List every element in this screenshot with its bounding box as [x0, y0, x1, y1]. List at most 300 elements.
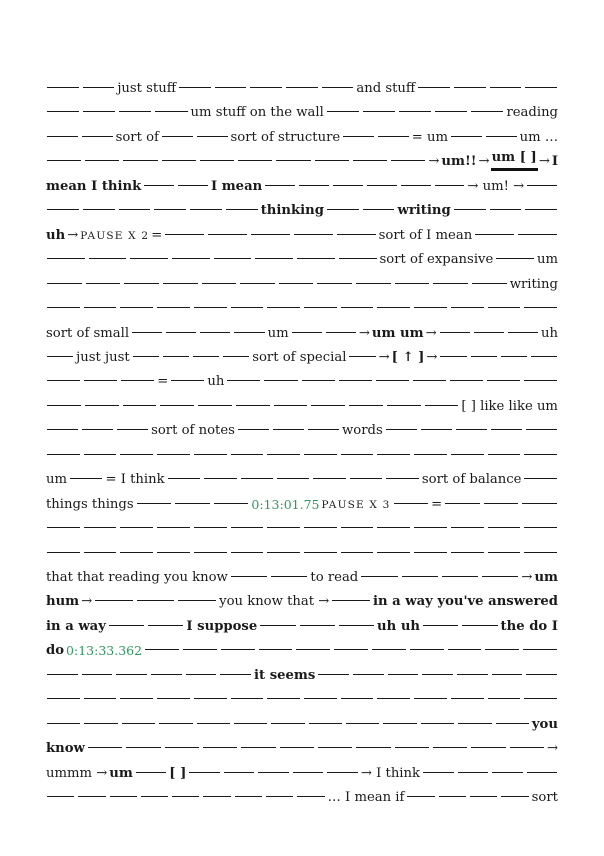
blank-run — [181, 642, 219, 660]
spoken-text: [ ] like like um — [461, 398, 558, 414]
blank-run — [341, 129, 376, 147]
blank-run — [81, 202, 117, 220]
spoken-text: [ ] — [169, 765, 187, 781]
blank-run — [525, 178, 559, 196]
blank-run — [302, 545, 339, 563]
blank-run — [196, 398, 234, 416]
blank-run — [236, 422, 271, 440]
transcript-line — [45, 396, 559, 416]
blank-run — [222, 765, 257, 783]
blank-run — [118, 300, 155, 318]
blank-run — [433, 178, 467, 196]
blank-run — [122, 276, 161, 294]
blank-run — [45, 422, 80, 440]
blank-run — [486, 447, 523, 465]
transcript-line — [45, 249, 559, 269]
blank-run — [176, 593, 218, 611]
blank-run — [452, 80, 488, 98]
blank-run — [142, 178, 176, 196]
spoken-text: = — [151, 227, 163, 243]
blank-run — [82, 447, 119, 465]
blank-run — [233, 789, 264, 807]
transcript-line — [45, 494, 559, 514]
blank-run — [195, 129, 230, 147]
transcript-line — [45, 567, 559, 587]
blank-run — [480, 569, 520, 587]
spoken-text: [ ↑ ] — [391, 349, 425, 365]
blank-run — [313, 153, 351, 171]
blank-run — [416, 80, 452, 98]
blank-run — [339, 300, 376, 318]
blank-run — [200, 276, 239, 294]
blank-run — [45, 520, 82, 538]
blank-run — [176, 178, 210, 196]
spoken-text: just just — [76, 349, 130, 365]
blank-run — [229, 545, 266, 563]
blank-run — [438, 325, 472, 343]
blank-run — [506, 325, 540, 343]
blank-run — [456, 716, 493, 734]
blank-run — [135, 593, 177, 611]
spoken-text: I mean — [210, 178, 263, 194]
blank-run — [523, 202, 559, 220]
spoken-text: writing — [397, 203, 451, 219]
blank-run — [370, 642, 408, 660]
blank-run — [302, 300, 339, 318]
blank-run — [278, 740, 316, 758]
blank-run — [490, 667, 525, 685]
blank-run — [119, 373, 156, 391]
blank-run — [238, 276, 277, 294]
blank-run — [525, 765, 560, 783]
blank-run — [335, 227, 378, 245]
blank-run — [361, 202, 397, 220]
transcript-line — [45, 347, 559, 367]
blank-run — [155, 691, 192, 709]
spoken-text: you know that → — [219, 594, 330, 610]
spoken-text: sort — [531, 790, 558, 806]
blank-run — [184, 667, 219, 685]
blank-run — [325, 765, 360, 783]
blank-run — [522, 545, 559, 563]
spoken-text: in a way you've answered — [372, 594, 559, 610]
blank-run — [324, 325, 358, 343]
blank-run — [411, 373, 448, 391]
blank-run — [269, 716, 306, 734]
blank-run — [163, 740, 201, 758]
blank-run — [309, 398, 347, 416]
blank-run — [232, 325, 266, 343]
blank-run — [45, 789, 76, 807]
blank-run — [170, 251, 212, 269]
blank-run — [529, 349, 559, 367]
spoken-text: um — [536, 252, 558, 268]
spoken-text: just stuff — [117, 81, 177, 96]
blank-run — [118, 520, 155, 538]
blank-run — [118, 447, 155, 465]
blank-run — [232, 716, 269, 734]
blank-run — [486, 520, 523, 538]
transcript-line — [45, 200, 559, 220]
blank-run — [45, 202, 81, 220]
spoken-text: → — [426, 349, 438, 365]
blank-run — [248, 80, 284, 98]
blank-run — [80, 422, 115, 440]
spoken-text: → I think — [360, 765, 421, 781]
blank-run — [81, 80, 117, 98]
blank-run — [192, 447, 229, 465]
spoken-text: uh — [541, 325, 559, 341]
blank-run — [375, 691, 412, 709]
blank-run — [118, 691, 155, 709]
blank-run — [302, 691, 339, 709]
transcript-line — [45, 420, 559, 440]
spoken-text: things things — [46, 496, 134, 512]
blank-run — [423, 398, 461, 416]
blank-run — [219, 642, 257, 660]
spoken-text: sort of expansive — [379, 252, 494, 268]
blank-run — [307, 716, 344, 734]
blank-run — [412, 520, 449, 538]
spoken-text: ummm → — [46, 765, 108, 781]
blank-run — [521, 642, 559, 660]
transcript-line — [45, 763, 559, 783]
blank-run — [45, 716, 82, 734]
spoken-text: um — [46, 472, 67, 488]
spoken-text: do — [46, 643, 65, 659]
blank-run — [489, 422, 524, 440]
blank-run — [166, 471, 202, 489]
blank-run — [339, 545, 376, 563]
blank-run — [68, 471, 104, 489]
blank-run — [400, 569, 440, 587]
blank-run — [516, 227, 559, 245]
blank-run — [134, 765, 169, 783]
blank-run — [524, 422, 559, 440]
blank-run — [284, 80, 320, 98]
blank-run — [330, 593, 372, 611]
blank-run — [229, 300, 266, 318]
blank-run — [455, 667, 490, 685]
blank-run — [472, 325, 506, 343]
blank-run — [45, 349, 75, 367]
blank-run — [163, 227, 206, 245]
blank-run — [419, 716, 456, 734]
transcript-line — [45, 689, 559, 709]
blank-run — [87, 251, 129, 269]
blank-run — [316, 667, 351, 685]
spoken-text: → — [425, 325, 437, 341]
blank-run — [213, 80, 249, 98]
blank-run — [82, 373, 119, 391]
spoken-text: um um — [371, 325, 424, 341]
blank-run — [161, 349, 191, 367]
blank-run — [295, 251, 337, 269]
blank-run — [290, 325, 324, 343]
transcript-line — [45, 518, 559, 538]
spoken-text: um [ ] — [491, 149, 538, 171]
blank-run — [191, 349, 221, 367]
blank-run — [494, 251, 536, 269]
blank-run — [473, 227, 516, 245]
transcript-line — [45, 616, 559, 636]
blank-run — [470, 276, 509, 294]
spoken-text: um stuff on the wall — [190, 105, 324, 121]
blank-run — [452, 202, 488, 220]
spoken-text: = um — [411, 129, 449, 145]
transcript-line — [45, 714, 559, 734]
blank-run — [114, 667, 149, 685]
blank-run — [469, 740, 507, 758]
blank-run — [86, 740, 124, 758]
blank-run — [449, 300, 486, 318]
spoken-text: um — [267, 325, 289, 341]
blank-run — [121, 398, 159, 416]
spoken-text: to read — [310, 570, 359, 585]
blank-run — [374, 373, 411, 391]
blank-run — [265, 447, 302, 465]
blank-run — [522, 691, 559, 709]
blank-run — [81, 104, 117, 122]
spoken-text: sort of balance — [421, 472, 522, 488]
blank-run — [258, 618, 297, 636]
blank-run — [45, 80, 81, 98]
spoken-text: words — [342, 423, 383, 439]
blank-run — [80, 129, 115, 147]
blank-run — [332, 642, 370, 660]
blank-run — [438, 349, 468, 367]
blank-run — [272, 398, 310, 416]
timestamp: 0:13:33.362 — [66, 643, 143, 659]
blank-run — [164, 325, 198, 343]
blank-run — [449, 545, 486, 563]
blank-run — [456, 765, 491, 783]
blank-run — [131, 349, 161, 367]
blank-run — [45, 373, 82, 391]
spoken-text: mean I think — [46, 178, 142, 194]
blank-run — [468, 789, 499, 807]
blank-run — [384, 471, 420, 489]
spoken-text: I — [551, 154, 559, 170]
spoken-text: sort of special — [252, 349, 347, 365]
blank-run — [82, 300, 119, 318]
blank-run — [523, 80, 559, 98]
blank-run — [508, 740, 546, 758]
blank-run — [408, 642, 446, 660]
blank-run — [45, 153, 83, 171]
blank-run — [486, 691, 523, 709]
blank-run — [488, 202, 524, 220]
blank-run — [76, 789, 107, 807]
blank-run — [375, 545, 412, 563]
blank-run — [386, 667, 421, 685]
blank-run — [291, 765, 326, 783]
spoken-text: = — [431, 496, 443, 512]
blank-run — [294, 642, 332, 660]
blank-run — [412, 545, 449, 563]
spoken-text: → — [547, 741, 559, 757]
blank-run — [522, 300, 559, 318]
blank-run — [365, 178, 399, 196]
transcript-line — [45, 787, 559, 807]
transcript-line — [45, 151, 559, 171]
blank-run — [381, 716, 418, 734]
blank-run — [157, 716, 194, 734]
blank-run — [449, 129, 484, 147]
transcript-line — [45, 78, 559, 98]
blank-run — [218, 667, 253, 685]
blank-run — [225, 373, 262, 391]
spoken-text: → — [81, 594, 93, 610]
spoken-text: hum — [46, 594, 80, 610]
transcript-line — [45, 274, 559, 294]
spoken-text: thinking — [260, 203, 324, 219]
blank-run — [311, 471, 347, 489]
blank-run — [265, 545, 302, 563]
blank-run — [269, 569, 309, 587]
transcript-line — [45, 323, 559, 343]
blank-run — [420, 667, 455, 685]
blank-run — [354, 276, 393, 294]
blank-run — [198, 153, 236, 171]
blank-run — [488, 80, 524, 98]
blank-run — [45, 398, 83, 416]
blank-run — [384, 422, 419, 440]
blank-run — [115, 422, 150, 440]
blank-run — [169, 373, 206, 391]
blank-run — [45, 129, 80, 147]
blank-run — [82, 520, 119, 538]
blank-run — [524, 667, 559, 685]
blank-run — [120, 716, 157, 734]
blank-run — [212, 496, 251, 514]
blank-run — [229, 691, 266, 709]
blank-run — [249, 227, 292, 245]
blank-run — [262, 373, 299, 391]
blank-run — [295, 789, 326, 807]
blank-run — [263, 178, 297, 196]
blank-run — [354, 740, 392, 758]
blank-run — [45, 691, 82, 709]
timestamp: 0:13:01.75 — [251, 496, 320, 512]
blank-run — [45, 104, 81, 122]
blank-run — [198, 325, 232, 343]
spoken-text: sort of small — [46, 325, 130, 341]
pause-marker: PAUSE X 3 — [321, 498, 391, 511]
spoken-text: → — [521, 570, 533, 585]
spoken-text: sort of notes — [151, 423, 235, 439]
pause-marker: PAUSE X 2 — [80, 229, 150, 242]
blank-run — [118, 545, 155, 563]
blank-run — [325, 202, 361, 220]
transcript-line — [45, 298, 559, 318]
spoken-text: → — [538, 154, 550, 170]
blank-run — [82, 716, 119, 734]
blank-run — [229, 569, 269, 587]
blank-run — [431, 276, 470, 294]
spoken-text: → — [378, 349, 390, 365]
blank-run — [192, 691, 229, 709]
blank-run — [80, 667, 115, 685]
blank-run — [192, 300, 229, 318]
blank-run — [347, 349, 377, 367]
blank-run — [173, 496, 212, 514]
blank-run — [375, 447, 412, 465]
blank-run — [84, 276, 123, 294]
transcript-line — [45, 738, 559, 758]
blank-run — [337, 373, 374, 391]
blank-run — [155, 520, 192, 538]
spoken-text: sort of structure — [230, 129, 341, 145]
blank-run — [437, 789, 468, 807]
blank-run — [277, 276, 316, 294]
blank-run — [392, 496, 431, 514]
spoken-text: → — [358, 325, 370, 341]
blank-run — [139, 789, 170, 807]
blank-run — [229, 520, 266, 538]
blank-run — [443, 496, 482, 514]
blank-run — [469, 104, 505, 122]
blank-run — [206, 227, 249, 245]
blank-run — [449, 447, 486, 465]
blank-run — [45, 667, 80, 685]
blank-run — [274, 153, 312, 171]
blank-run — [152, 202, 188, 220]
blank-run — [124, 740, 162, 758]
blank-run — [449, 691, 486, 709]
blank-run — [253, 251, 295, 269]
blank-run — [146, 618, 185, 636]
transcript-line — [45, 176, 559, 196]
blank-run — [405, 789, 436, 807]
blank-run — [257, 642, 295, 660]
blank-run — [234, 398, 272, 416]
blank-run — [348, 471, 384, 489]
blank-run — [93, 593, 135, 611]
spoken-text: reading — [506, 105, 559, 121]
blank-run — [187, 765, 222, 783]
spoken-text: it seems — [254, 667, 316, 683]
blank-run — [83, 153, 121, 171]
transcript-line — [45, 102, 559, 122]
spoken-text: → um! → — [467, 178, 525, 194]
blank-run — [155, 447, 192, 465]
blank-run — [128, 251, 170, 269]
blank-run — [302, 447, 339, 465]
blank-run — [149, 667, 184, 685]
blank-run — [158, 398, 196, 416]
blank-run — [302, 520, 339, 538]
transcript-line — [45, 127, 559, 147]
blank-run — [236, 153, 274, 171]
blank-run — [195, 716, 232, 734]
blank-run — [192, 520, 229, 538]
blank-run — [375, 300, 412, 318]
blank-run — [121, 153, 159, 171]
blank-run — [256, 765, 291, 783]
blank-run — [486, 300, 523, 318]
blank-run — [359, 569, 399, 587]
blank-run — [155, 300, 192, 318]
blank-run — [292, 227, 335, 245]
blank-run — [224, 202, 260, 220]
blank-run — [484, 129, 519, 147]
blank-run — [337, 618, 376, 636]
blank-run — [440, 569, 480, 587]
blank-run — [499, 789, 530, 807]
blank-run — [320, 80, 356, 98]
blank-run — [339, 447, 376, 465]
